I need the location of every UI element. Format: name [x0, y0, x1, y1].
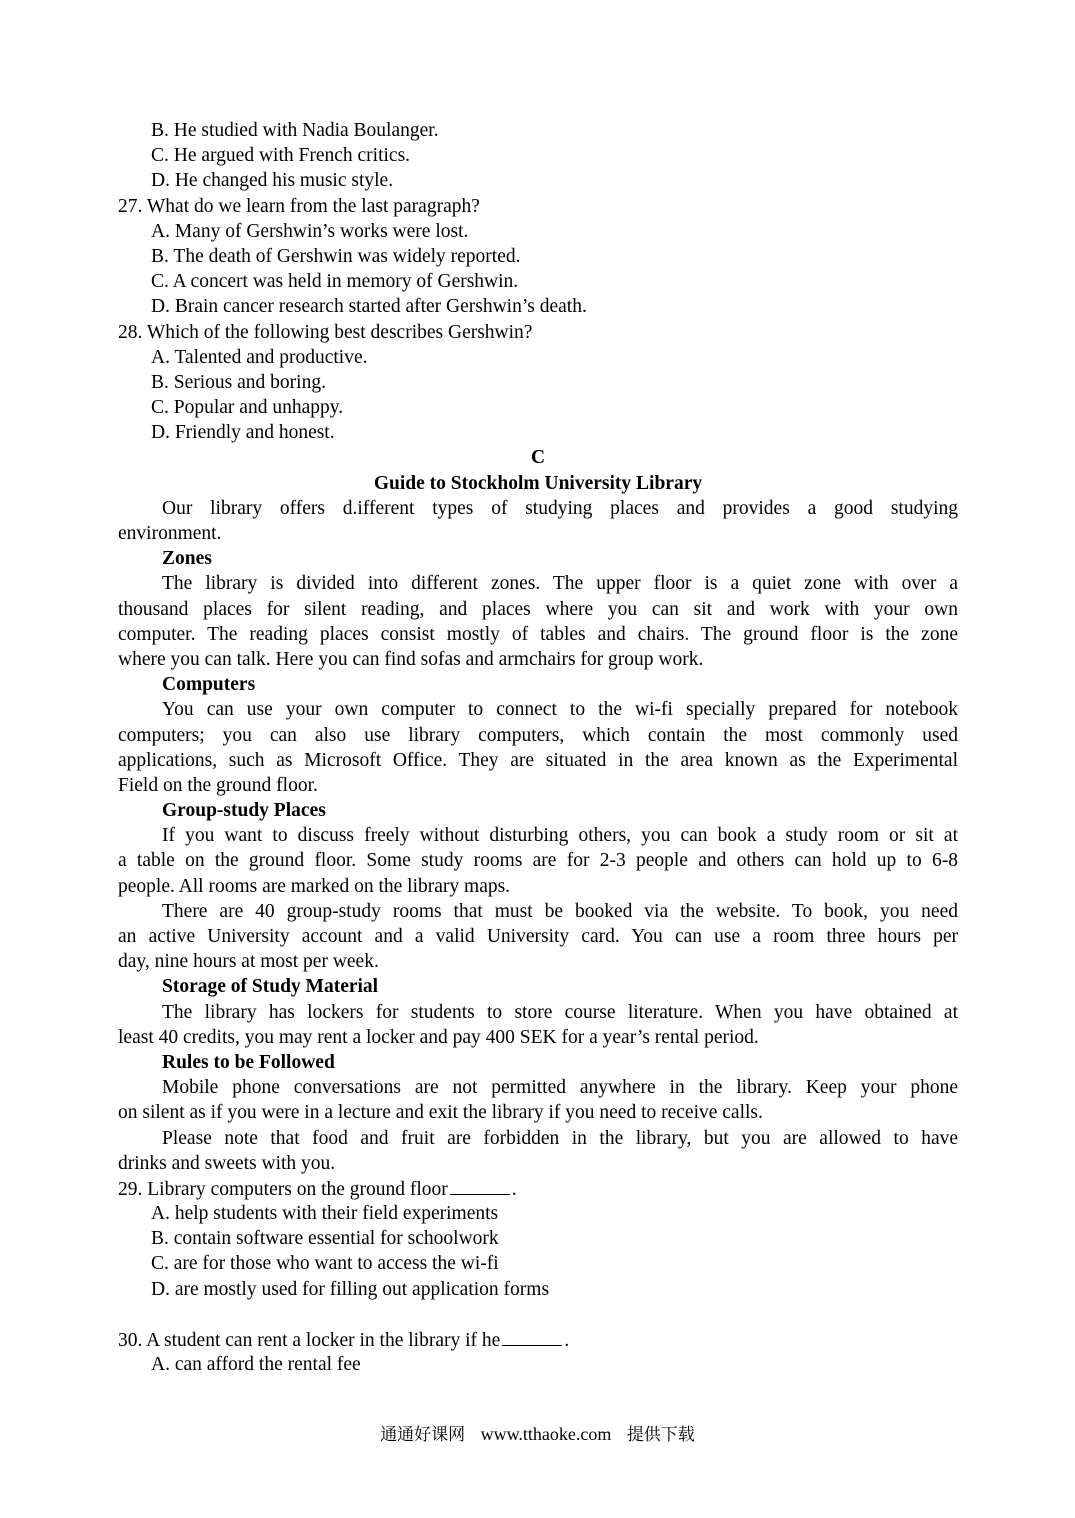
- q28-stem: 28. Which of the following best describes Gershwin?: [118, 321, 533, 343]
- spacer: [118, 1302, 958, 1327]
- group-study-line: an active University account and a valid University card. You can use a room three hours per: [118, 926, 958, 947]
- group-study-line: There are 40 group-study rooms that must be booked via the website. To book, you need: [162, 900, 958, 922]
- group-study-line: a table on the ground floor. Some study rooms are for 2-3 people and others can hold up to 6-8: [118, 850, 958, 872]
- zones-heading: Zones: [162, 548, 212, 570]
- document-page: [118, 118, 958, 1377]
- q27-option-b: B. The death of Gershwin was widely reported.: [151, 245, 521, 267]
- q29-option-c: C. are for those who want to access the wi-fi: [151, 1253, 499, 1275]
- group-study-line: people. All rooms are marked on the library maps.: [118, 875, 511, 897]
- q28-option-c: C. Popular and unhappy.: [151, 397, 344, 419]
- intro-line: Our library offers d.ifferent types of studying places and provides a good studying: [162, 497, 958, 519]
- zones-line: thousand places for silent reading, and places where you can sit and work with your own: [118, 598, 958, 620]
- q29-stem-text: 29. Library computers on the ground floor: [118, 1178, 448, 1200]
- q30-stem-text: 30. A student can rent a locker in the library if he: [118, 1330, 501, 1351]
- computers-line: computers; you can also use library computers, which contain the most commonly used: [118, 724, 958, 746]
- zones-line: The library is divided into different zones. The upper floor is a quiet zone with over a: [162, 573, 958, 595]
- q28-option-d: D. Friendly and honest.: [151, 422, 335, 444]
- storage-line: The library has lockers for students to store course literature. When you have obtained at: [162, 1001, 958, 1023]
- storage-line: least 40 credits, you may rent a locker and pay 400 SEK for a year’s rental period.: [118, 1026, 759, 1048]
- q27-option-c: C. A concert was held in memory of Gershwin.: [151, 271, 519, 293]
- computers-heading: Computers: [162, 674, 256, 696]
- q30-option-a: A. can afford the rental fee: [151, 1354, 361, 1376]
- passage-title: Guide to Stockholm University Library: [373, 472, 703, 494]
- intro-line: environment.: [118, 523, 222, 544]
- zones-line: where you can talk. Here you can find sofas and armchairs for group work.: [118, 648, 704, 670]
- rules-line: on silent as if you were in a lecture and exit the library if you need to receive calls.: [118, 1102, 763, 1124]
- zones-line: computer. The reading places consist mostly of tables and chairs. The ground floor is the zone: [118, 623, 958, 645]
- storage-heading: Storage of Study Material: [162, 976, 379, 998]
- group-study-heading: Group-study Places: [162, 800, 326, 822]
- q27-option-a: A. Many of Gershwin’s works were lost.: [151, 220, 469, 242]
- rules-line: drinks and sweets with you.: [118, 1152, 336, 1174]
- q30-answer-blank: [502, 1327, 562, 1346]
- q28-option-a: A. Talented and productive.: [151, 346, 368, 368]
- q28-option-b: B. Serious and boring.: [151, 371, 326, 393]
- q29-option-d: D. are mostly used for filling out application forms: [151, 1278, 550, 1300]
- footer-site-name: 通通好课网: [380, 1425, 466, 1445]
- footer-url: www.tthaoke.com: [480, 1424, 612, 1444]
- computers-line: applications, such as Microsoft Office. They are situated in the area known as the Experimental: [118, 749, 958, 771]
- computers-line: Field on the ground floor.: [118, 774, 318, 796]
- q30-stem: [118, 1327, 958, 1352]
- q30-stem-end: .: [564, 1330, 570, 1351]
- q29-answer-blank: [450, 1176, 510, 1195]
- q27-stem: 27. What do we learn from the last paragraph?: [118, 195, 480, 217]
- q29-stem-end: .: [511, 1178, 517, 1200]
- rules-heading: Rules to be Followed: [162, 1051, 335, 1073]
- group-study-line: day, nine hours at most per week.: [118, 951, 379, 973]
- rules-line: Please note that food and fruit are forbidden in the library, but you are allowed to have: [162, 1127, 958, 1149]
- computers-line: You can use your own computer to connect to the wi-fi specially prepared for notebook: [162, 699, 958, 721]
- q29-stem: [118, 1176, 958, 1201]
- q26-option-b: B. He studied with Nadia Boulanger.: [151, 120, 439, 141]
- q26-option-d: D. He changed his music style.: [151, 170, 394, 192]
- q29-option-a: A. help students with their field experiments: [151, 1203, 499, 1225]
- page-footer: [0, 1420, 1075, 1445]
- q27-option-d: D. Brain cancer research started after Gershwin’s death.: [151, 296, 587, 318]
- q29-option-b: B. contain software essential for schoolwork: [151, 1228, 499, 1250]
- footer-download-text: 提供下载: [626, 1425, 695, 1445]
- rules-line: Mobile phone conversations are not permitted anywhere in the library. Keep your phone: [162, 1077, 958, 1099]
- group-study-line: If you want to discuss freely without disturbing others, you can book a study room or sit at: [162, 825, 958, 847]
- q26-option-c: C. He argued with French critics.: [151, 145, 411, 167]
- section-letter: C: [530, 447, 546, 469]
